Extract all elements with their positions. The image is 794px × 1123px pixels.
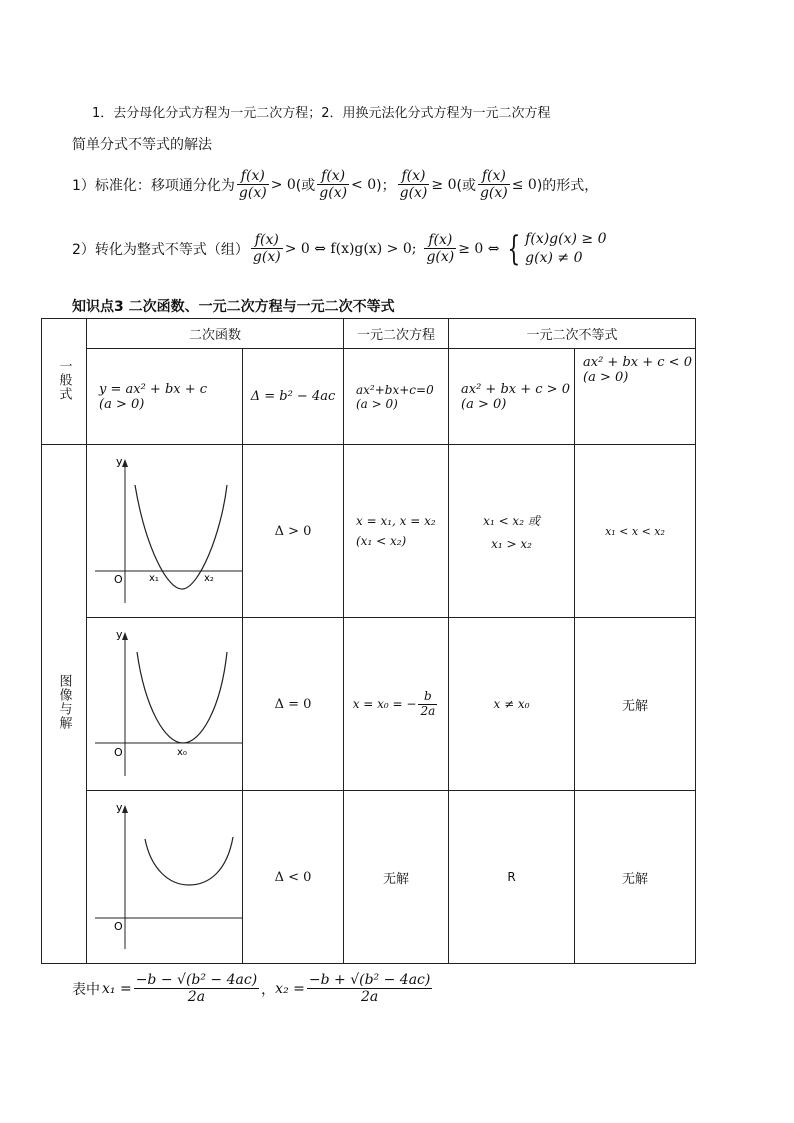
fraction-f-over-g: $\frac{f(x)}{g(x)}$ <box>399 168 428 202</box>
general-delta-cell: Δ = b² − 4ac <box>243 349 344 445</box>
delta-negative-cell: Δ < 0 <box>243 791 344 964</box>
step2-ge0: ≥ 0 ⇔ <box>458 240 500 257</box>
step1-suffix: )的形式， <box>536 177 599 194</box>
y-axis-label: y <box>116 455 123 468</box>
ineq-lt-two-roots-cell: x₁ < x < x₂ <box>575 445 696 618</box>
origin-label: O <box>114 746 123 759</box>
system-of-inequalities: f(x)g(x) ≥ 0 g(x) ≠ 0 <box>525 231 607 266</box>
parabola-curve <box>145 837 233 885</box>
header-equation: 一元二次方程 <box>344 319 449 349</box>
ineq-lt-no-root-cell: 无解 <box>575 791 696 964</box>
step2-prefix: 2）转化为整式不等式（组） <box>72 241 249 258</box>
ineq-gt-no-root-cell: R <box>449 791 575 964</box>
lt-zero: < 0 <box>351 176 377 193</box>
eq-two-roots-cell: x = x₁, x = x₂ (x₁ < x₂) <box>344 445 449 618</box>
parabola-two-roots-graph <box>87 445 242 613</box>
footer-formula <box>72 972 434 1005</box>
fraction-b-over-2a: $\frac{b}{2a}$ <box>420 688 436 718</box>
knowledge-title: 知识点3 二次函数、一元二次方程与一元二次不等式 <box>72 299 395 315</box>
graph-label-cell <box>42 445 87 964</box>
ge-zero: ≥ 0 <box>431 176 457 193</box>
graph-cell-one-root <box>87 618 243 791</box>
general-label-cell <box>42 319 87 445</box>
parabola-curve <box>137 652 227 743</box>
quadratic-table <box>41 318 696 964</box>
origin-label: O <box>114 573 123 586</box>
left-brace: { <box>506 228 520 269</box>
general-ineq-lt-cell: ax² + bx + c < 0 (a > 0) <box>575 349 696 445</box>
y-axis-label: y <box>116 801 123 814</box>
y-axis-arrow <box>122 632 128 640</box>
root-x0-label: x₀ <box>177 747 187 758</box>
root-x2-label: x₂ <box>204 573 214 584</box>
general-label: 一般式 <box>56 358 72 401</box>
footer-separator: ， <box>261 981 276 998</box>
y-axis-arrow <box>122 805 128 813</box>
general-function-cell: y = ax² + bx + c (a > 0) <box>87 349 243 445</box>
fraction-f-over-g: $\frac{f(x)}{g(x)}$ <box>479 168 508 202</box>
fraction-f-over-g: $\frac{f(x)}{g(x)}$ <box>238 168 267 202</box>
y-axis-arrow <box>122 459 128 467</box>
step1-prefix: 1）标准化：移项通分化为 <box>72 177 235 194</box>
origin-label: O <box>114 920 123 933</box>
parabola-no-root-graph <box>87 791 242 959</box>
graph-label: 图像与解 <box>56 674 72 730</box>
root-x1-label: x₁ <box>149 573 159 584</box>
step2-line <box>72 230 607 268</box>
general-equation-cell: ax²+bx+c=0 (a > 0) <box>344 349 449 445</box>
gt-zero: > 0 <box>270 176 296 193</box>
x1-lhs: x₁ = <box>102 980 132 997</box>
fraction-f-over-g: $\frac{f(x)}{g(x)}$ <box>319 168 348 202</box>
general-ineq-gt-cell: ax² + bx + c > 0 (a > 0) <box>449 349 575 445</box>
ineq-gt-two-roots-cell: x₁ < x₂ 或 x₁ > x₂ <box>449 445 575 618</box>
delta-zero-cell: Δ = 0 <box>243 618 344 791</box>
close-semicolon: )； <box>376 177 396 194</box>
graph-cell-no-root <box>87 791 243 964</box>
le-zero: ≤ 0 <box>511 176 537 193</box>
method-line: 1．去分母化分式方程为一元二次方程；2．用换元法化分式方程为一元二次方程 <box>92 106 551 121</box>
or-open: (或 <box>456 177 476 194</box>
ineq-gt-one-root-cell: x ≠ x₀ <box>449 618 575 791</box>
step1-line <box>72 168 598 201</box>
footer-prefix: 表中 <box>72 981 100 998</box>
ineq-lt-one-root-cell: 无解 <box>575 618 696 791</box>
step2-part1: > 0 ⇔ f(x)g(x) > 0; <box>284 240 417 257</box>
header-inequality: 一元二次不等式 <box>449 319 696 349</box>
or-open: (或 <box>295 177 316 194</box>
x2-lhs: x₂ = <box>275 980 305 997</box>
y-axis-label: y <box>116 628 123 641</box>
x1-fraction: $\frac{\text{−b − √(b² − 4ac)}}{2a}$ <box>135 972 258 1006</box>
eq-no-root-cell: 无解 <box>344 791 449 964</box>
x2-fraction: $\frac{\text{−b + √(b² − 4ac)}}{2a}$ <box>308 972 431 1006</box>
eq-one-root-cell: x = x₀ = − $\frac{b}{2a}$ <box>344 618 449 791</box>
graph-cell-two-roots <box>87 445 243 618</box>
header-function: 二次函数 <box>87 319 344 349</box>
fraction-f-over-g: $\frac{f(x)}{g(x)}$ <box>426 232 455 266</box>
delta-positive-cell: Δ > 0 <box>243 445 344 618</box>
inequality-heading: 简单分式不等式的解法 <box>72 137 212 153</box>
fraction-f-over-g: $\frac{f(x)}{g(x)}$ <box>252 232 281 266</box>
parabola-one-root-graph <box>87 618 242 786</box>
